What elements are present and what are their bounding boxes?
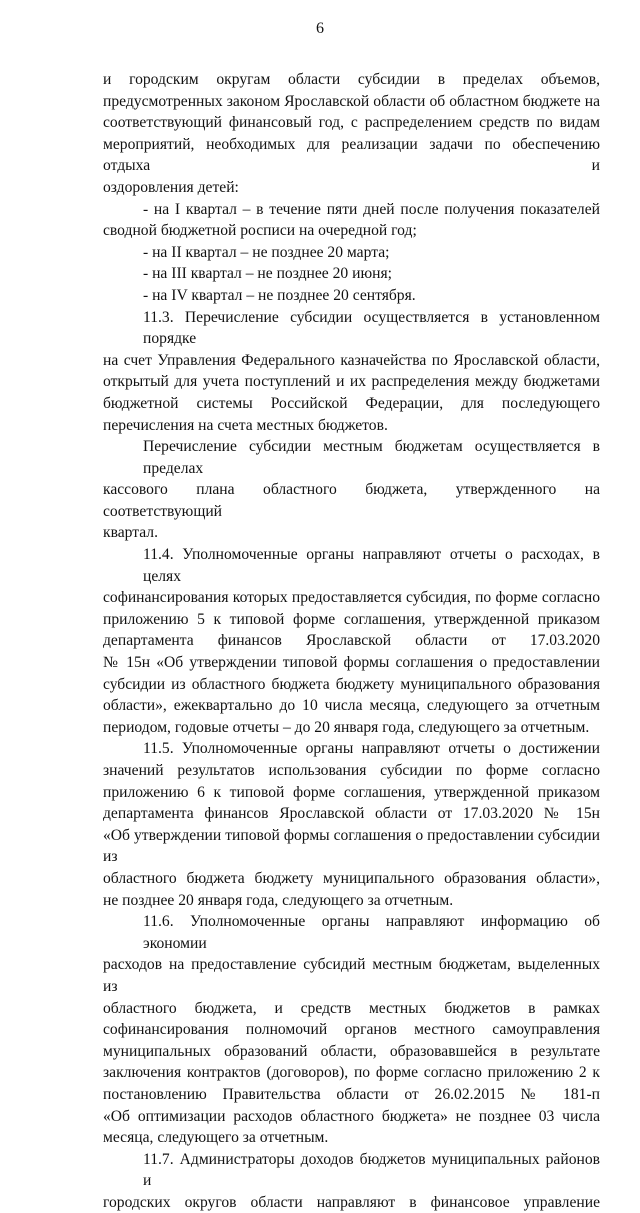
text-line: областного бюджета бюджету муниципального образования области», [103,869,600,887]
text-line: значений результатов использования субсидии по форме согласно [103,762,600,779]
paragraph-11-7 [103,1149,600,1213]
text-line: № 15н «Об утверждении типовой формы соглашения о предоставлении [103,654,600,672]
text-line: оздоровления детей: [103,178,239,196]
text-line: месяца, следующего за отчетным. [103,1129,329,1147]
text-line: 11.6. Уполномоченные органы направляют информацию об экономии [143,913,600,952]
list-item-q1 [103,199,600,242]
text-line: «Об оптимизации расходов областного бюджета» не позднее 03 числа [103,1107,600,1125]
list-item-q3: - на III квартал – не позднее 20 июня; [143,265,392,283]
text-line: периодом, годовые отчеты – до 20 января года, следующего за отчетным. [103,718,590,736]
text-line: «Об утверждении типовой формы соглашения о предоставлении субсидии из [103,826,600,866]
paragraph-11-5 [103,738,600,911]
text-line: расходов на предоставление субсидий местным бюджетам, выделенных из [103,956,600,995]
text-line: заключения контрактов (договоров), по форме согласно приложению 2 к [103,1064,600,1082]
text-line: 11.3. Перечисление субсидии осуществляется в установленном порядке [143,308,600,348]
text-line: кассового плана областного бюджета, утвержденного на соответствующий [103,481,600,520]
text-line: квартал. [103,524,158,542]
text-line: софинансирования полномочий органов местного самоуправления [103,1021,600,1039]
paragraph-intro [103,69,600,199]
paragraph-11-3 [103,307,600,437]
text-line: 11.7. Администраторы доходов бюджетов муниципальных районов и [143,1150,600,1190]
text-line: департамента финансов Ярославской области от 17.03.2020 № 15н [103,805,600,823]
text-line: и городским округам области субсидии в пределах объемов, [103,71,600,88]
text-line: мероприятий, необходимых для реализации задачи по обеспечению отдыха и [103,135,600,175]
paragraph-11-4 [103,544,600,738]
page-number: 6 [316,20,324,37]
text-line: не позднее 20 января года, следующего за отчетным. [103,891,454,909]
text-line: софинансирования которых предоставляется субсидия, по форме согласно [103,589,600,607]
text-line: на счет Управления Федерального казначейства по Ярославской области, [103,351,600,369]
text-line: бюджетной системы Российской Федерации, для последующего [103,394,600,412]
paragraph-transfer-limits [103,436,600,544]
text-line: Перечисление субсидии местным бюджетам осуществляется в пределах [143,438,600,477]
text-line: областного бюджета, и средств местных бюджетов в рамках [103,999,600,1017]
document-body [103,69,600,1213]
text-line: соответствующий финансовый год, с распределением средств по видам [103,114,600,132]
text-line: сводной бюджетной росписи на очередной год; [103,222,417,240]
text-line: постановлению Правительства области от 26.02.2015 № 181-п [103,1085,600,1103]
text-line: предусмотренных законом Ярославской области об областном бюджете на [103,92,600,110]
text-line: субсидии из областного бюджета бюджету муниципального образования [103,675,600,693]
text-line: приложению 5 к типовой форме соглашения, утвержденной приказом [103,610,600,628]
text-line: городских округов области направляют в финансовое управление [103,1193,600,1211]
text-line: - на I квартал – в течение пяти дней после получения показателей [143,200,600,218]
text-line: муниципальных образований области, образовавшейся в результате [103,1042,600,1060]
text-line: 11.4. Уполномоченные органы направляют отчеты о расходах, в целях [143,546,600,585]
text-line: департамента финансов Ярославской области от 17.03.2020 [103,632,600,650]
paragraph-11-6 [103,911,600,1149]
text-line: 11.5. Уполномоченные органы направляют отчеты о достижении [143,740,600,758]
text-line: перечисления на счета местных бюджетов. [103,416,388,434]
list-item-q4: - на IV квартал – не позднее 20 сентября. [143,286,416,304]
text-line: приложению 6 к типовой форме соглашения, утвержденной приказом [103,783,600,801]
list-item-q2: - на II квартал – не позднее 20 марта; [143,243,390,261]
text-line: области», ежеквартально до 10 числа месяца, следующего за отчетным [103,697,600,715]
text-line: открытый для учета поступлений и их распределения между бюджетами [103,373,600,391]
